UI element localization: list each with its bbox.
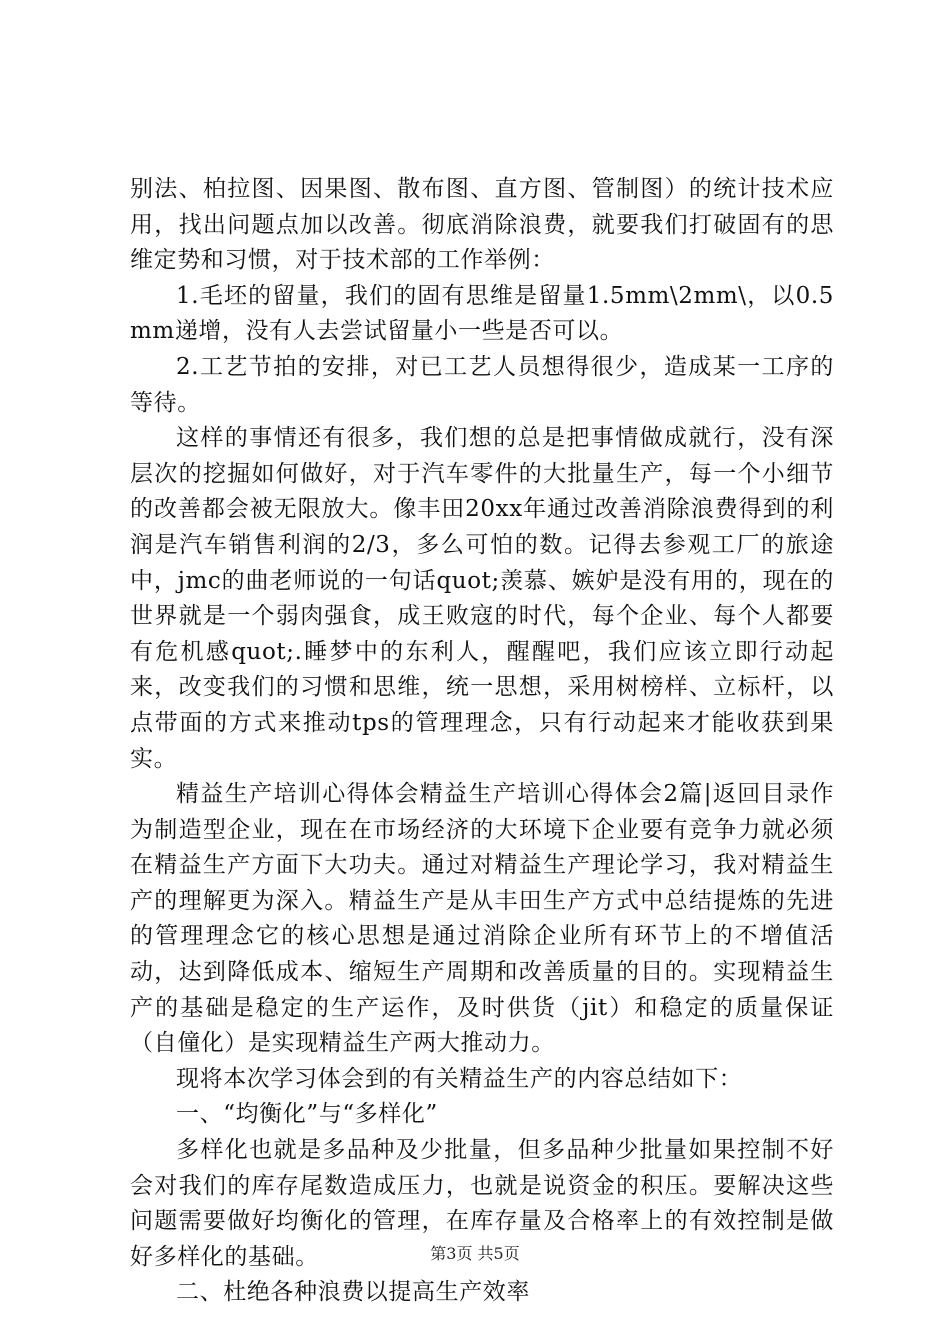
paragraph-section-intro: 精益生产培训心得体会精益生产培训心得体会2篇|返回目录作为制造型企业，现在在市场经济的大环境下企业要有竞争力就必须在精益生产方面下大功夫。通过对精益生产理论学习，我对精益生产的理解更为深入。精益生产是从丰田生产方式中总结提炼的先进的管理理念它的核心思想是通过消除企业所有环节上的不增值活动，达到降低成本、缩短生产周期和改善质量的目的。实现精益生产的基础是稳定的生产运作，及时供货（jit）和稳定的质量保证（自僮化）是实现精益生产两大推动力。: [130, 781, 834, 1057]
paragraph-continuation: 别法、柏拉图、因果图、散布图、直方图、管制图）的统计技术应用，找出问题点加以改善。彻底消除浪费，就要我们打破固有的思维定势和习惯，对于技术部的工作举例：: [130, 176, 834, 274]
paragraph-section-1: 多样化也就是多品种及少批量，但多品种少批量如果控制不好会对我们的库存尾数造成压力，也就是说资金的积压。要解决这些问题需要做好均衡化的管理，在库存量及合格率上的有效控制是做好多样化的基础。: [130, 1137, 834, 1270]
document-body: [130, 172, 834, 1311]
paragraph-summary-lead: 现将本次学习体会到的有关精益生产的内容总结如下：: [176, 1065, 743, 1092]
paragraph-item-2: 2.工艺节拍的安排，对已工艺人员想得很少，造成某一工序的等待。: [130, 353, 834, 416]
section-heading-2: 二、杜绝各种浪费以提高生产效率: [176, 1279, 530, 1306]
paragraph-item-1: 1.毛坯的留量，我们的固有思维是留量1.5mm\2mm\，以0.5mm递增，没有人去尝试留量小一些是否可以。: [130, 282, 834, 345]
paragraph-body: 这样的事情还有很多，我们想的总是把事情做成就行，没有深层次的挖掘如何做好，对于汽车零件的大批量生产，每一个小细节的改善都会被无限放大。像丰田20xx年通过改善消除浪费得到的利润是汽车销售利润的2/3，多么可怕的数。记得去参观工厂的旅途中，jmc的曲老师说的一句话quot;羡慕、嫉妒是没有用的，现在的世界就是一个弱肉强食，成王败寇的时代，每个企业、每个人都要有危机感quot;.睡梦中的东利人，醒醒吧，我们应该立即行动起来，改变我们的习惯和思维，统一思想，采用树榜样、立标杆，以点带面的方式来推动tps的管理理念，只有行动起来才能收获到果实。: [130, 425, 834, 772]
section-heading-1: 一、“均衡化”与“多样化”: [176, 1101, 438, 1128]
page-number-label: 第3页 共5页: [430, 1244, 520, 1263]
page-footer: [0, 1244, 950, 1264]
